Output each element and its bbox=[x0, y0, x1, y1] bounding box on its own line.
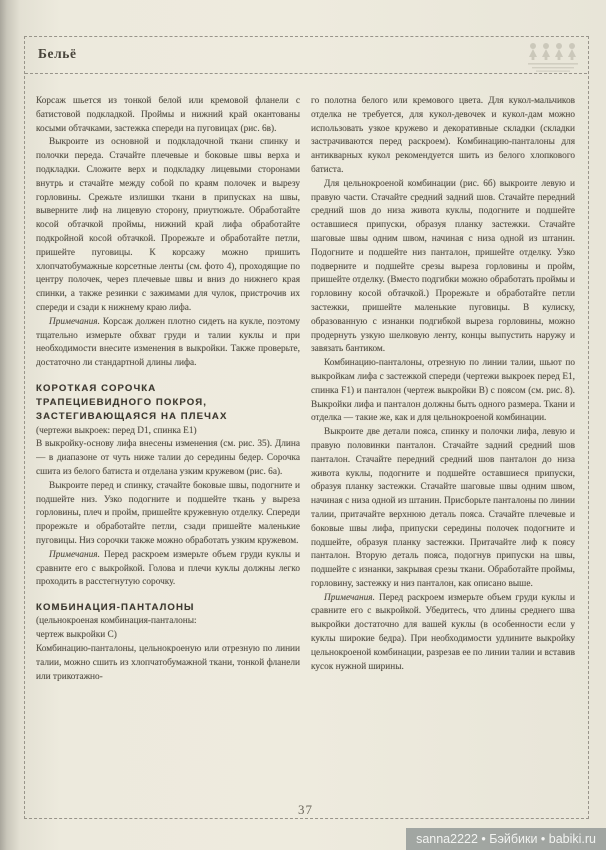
paragraph: Для цельнокроеной комбинации (рис. 6б) выкроите левую и правую части. Стачайте средний задний шов. Стачайте передний средний шов до низа живота куклы, подогните и подшейте оставшиеся припуски, образуя планку застежки. Стачайте шаговые швы одним швом, начиная с низа одной из штанин. Подогните и подшейте низ панталон, пришейте отделку. Узко подверните и подшейте срезы выреза горловины и пройм, пришейте отделку. (Вместо подгибки можно обработать проймы и горловину косой обтачкой.) Прорежьте и обработайте петли застежки, пришейте маленькие пуговицы. В кулиску, образованную с изнанки подгибкой выреза горловины, можно продернуть узкую шелковую ленту, концы выпустить наружу и завязать бантиком. bbox=[311, 178, 575, 355]
paragraph: В выкройку-основу лифа внесены изменения (см. рис. 35). Длина — в диапазоне от чуть ниже талии до середины бедер. Сорочка сшита из белого батиста и отделана узким кружевом (рис. 6а). bbox=[36, 439, 300, 477]
heading-line: КОРОТКАЯ СОРОЧКА bbox=[36, 382, 157, 394]
page-title: Бельё bbox=[38, 46, 77, 61]
pattern-reference-line: (цельнокроеная комбинация-панталоны: bbox=[36, 616, 197, 627]
page-number: 37 bbox=[298, 802, 313, 817]
pattern-reference-line: чертеж выкройки С) bbox=[36, 630, 117, 641]
left-text-column bbox=[36, 95, 300, 811]
paragraph: Выкроите две детали пояса, спинку и полочки лифа, левую и правую половинки панталон. Стачайте задний средний шов панталон. Стачайте передний средний шов панталон до низа живота куклы, подогните и подшейте оставшиеся припуски, образуя планку застежки. Стачайте шаговые швы одним швом, начиная с низа одной из штанин. Присборьте панталоны по линии талии, притачайте верхнюю деталь пояса. Стачайте плечевые и боковые швы лифа, припуски середины полочек подогните и подшейте, образуя планку застежки. Притачайте лиф к поясу панталон. Вторую деталь пояса, подогнув припуски на швы, подшейте с изнанки, закрывая срезы ткани. Обработайте проймы, горловину, застежку и низ панталон, как описано выше. bbox=[311, 427, 575, 589]
watermark-badge: sanna2222 • Бэйбики • babiki.ru bbox=[406, 828, 606, 850]
note-label: Примечания. bbox=[49, 549, 100, 560]
paragraph: Комбинацию-панталоны, цельнокроеную или отрезную по линии талии, можно сшить из хлопчатобумажной ткани, тонкой фланели или трикотажно- bbox=[36, 643, 300, 682]
pattern-reference: (чертежи выкроек: перед D1, спинка Е1) bbox=[36, 425, 197, 436]
heading-line: ЗАСТЕГИВАЮЩАЯСЯ НА ПЛЕЧАХ bbox=[36, 411, 228, 423]
paragraph: Выкроите перед и спинку, стачайте боковые швы, подогните и подшейте низ. Узко подогните и подшейте ткань у выреза горловины, плеч и пройм, пришейте кружевную отделку. Спереди прорежьте и обработайте петли, сзади пришейте маленькие пуговицы. Низ сорочки также можно обработать узким кружевом. bbox=[36, 480, 300, 546]
note-text: Корсаж должен плотно сидеть на кукле, поэтому тщательно измерьте обхват груди и талии куклы и при необходимости внесите изменения в выкройки. Также проверьте, достаточно ли стандартной длины лифа. bbox=[36, 316, 300, 369]
heading-line: ТРАПЕЦИЕВИДНОГО ПОКРОЯ, bbox=[36, 397, 207, 409]
note-paragraph bbox=[36, 549, 300, 590]
note-label: Примечания. bbox=[49, 316, 100, 327]
paragraph: Комбинацию-панталоны, отрезную по линии талии, шьют по выкройкам лифа с застежкой спереди (чертежи выкроек перед Е1, спинка F1) и панталон (чертеж выкройки В) с поясом (см. рис. 8). Выкройки лифа и панталон должны быть одного размера. Ткани и отделка — такие же, как и для цельнокроеной комбинации. bbox=[311, 358, 575, 424]
header-rule bbox=[25, 73, 587, 74]
pattern-reference bbox=[36, 615, 300, 643]
paragraph: Корсаж шьется из тонкой белой или кремовой фланели с батистовой подкладкой. Проймы и нижний край окантованы косыми обтачками, застежка спереди на пуговицах (рис. 6в). bbox=[36, 96, 300, 134]
note-label: Примечания. bbox=[324, 592, 375, 603]
right-text-column bbox=[311, 95, 575, 811]
note-text: Перед раскроем измерьте объем груди куклы и сравните его с выкройкой. Голова и плечи куклы должны легко проходить в расстегнутую сорочку. bbox=[36, 549, 300, 588]
section-heading-short-chemise bbox=[36, 382, 300, 425]
paragraph: го полотна белого или кремового цвета. Для кукол-мальчиков отделка не требуется, для кукол-девочек и кукол-дам можно использовать узкое кружево и декоративные складки (складки застрачиваются перед раскроем). Комбинацию-панталоны для антикварных кукол рекомендуется шить из белого хлопкового батиста. bbox=[311, 96, 575, 175]
paragraph: Выкроите из основной и подкладочной ткани спинку и полочки переда. Стачайте плечевые и боковые швы верха и подкладки. Сложите верх и подкладку лицевыми сторонами внутрь и стачайте между собой по краям полочек и вырезу горловины. Срежьте излишки ткани в припусках на швы, выверните лиф на лицевую сторону, приутюжьте. Обработайте косой обтачкой проймы, нижний край лифа обработайте подкройной косой обтачкой. Прорежьте и обработайте петли, пришейте пуговицы. К корсажу можно пришить хлопчатобумажные корсетные ленты (см. фото 4), проходящие по центру полочек, через плечевые швы и вниз до нижнего края спинки, а также резинки с зажимами для чулок, пристрочив их спереди и сзади к нижнему краю лифа. bbox=[36, 137, 300, 313]
heading-line: КОМБИНАЦИЯ-ПАНТАЛОНЫ bbox=[36, 602, 195, 614]
section-heading-combination bbox=[36, 601, 300, 615]
dolls-row-stamp-icon bbox=[526, 41, 580, 82]
note-paragraph bbox=[311, 592, 575, 675]
note-text: Перед раскроем измерьте объем груди куклы и сравните его с выкройкой. Убедитесь, что длины среднего шва выкройки достаточно для вашей куклы (в особенности если у куклы широкие бедра). При необходимости удлините выкройку цельнокроеной комбинации, разрезав ее по линии талии и вставив кусок нужной ширины. bbox=[311, 592, 575, 672]
note-paragraph bbox=[36, 316, 300, 371]
